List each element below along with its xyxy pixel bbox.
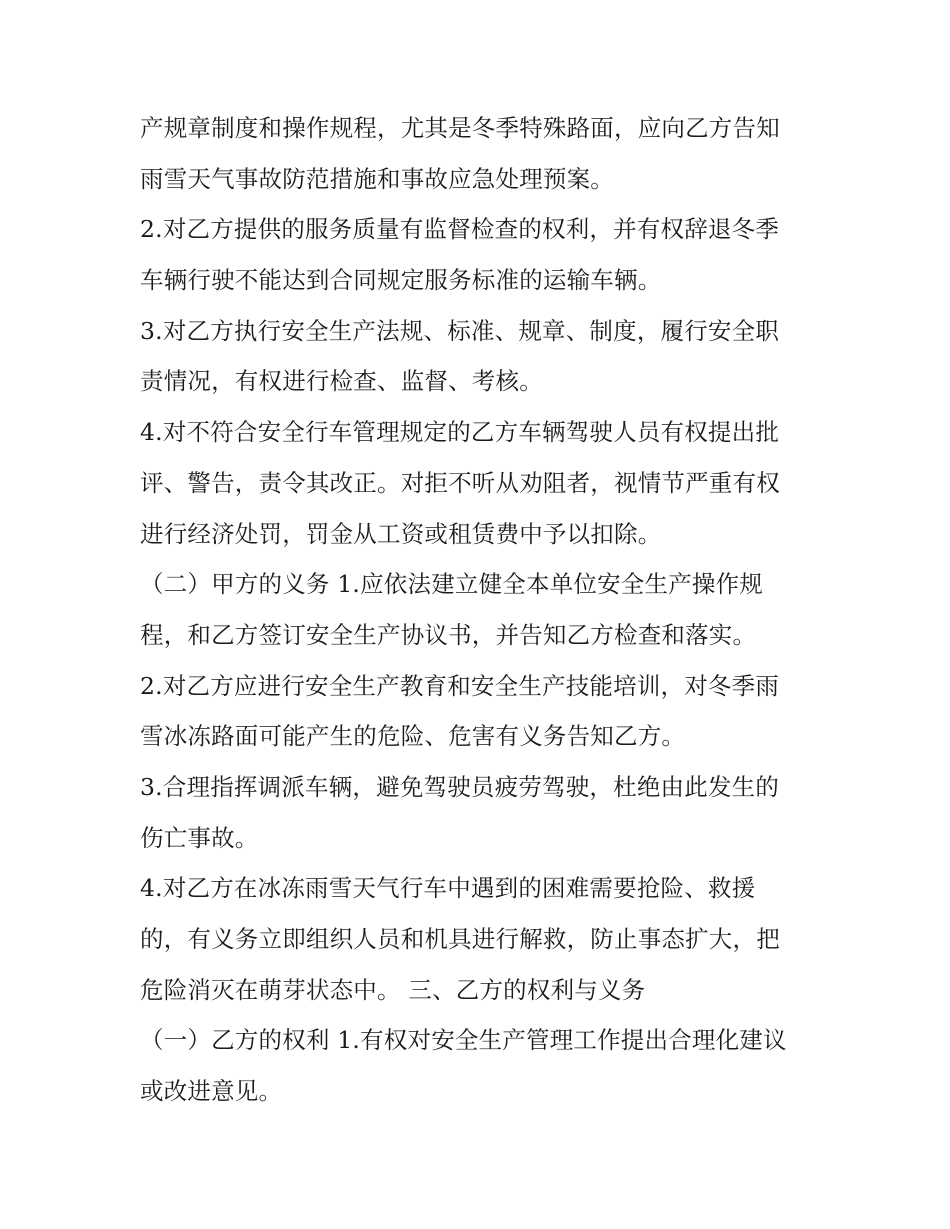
text-line: 车辆行驶不能达到合同规定服务标准的运输车辆。 — [140, 266, 662, 295]
text-line: 3.对乙方执行安全生产法规、标准、规章、制度，履行安全职 — [140, 316, 780, 345]
text-line: （一）乙方的权利 1.有权对安全生产管理工作提出合理化建议 — [140, 1026, 787, 1055]
text-line: 评、警告，责令其改正。对拒不听从劝阻者，视情节严重有权 — [140, 468, 780, 497]
text-line: 或改进意见。 — [140, 1077, 283, 1106]
text-line: 雨雪天气事故防范措施和事故应急处理预案。 — [140, 164, 614, 193]
text-line: 程，和乙方签订安全生产协议书，并告知乙方检查和落实。 — [140, 620, 757, 649]
text-line: 伤亡事故。 — [140, 823, 259, 852]
document-body — [140, 103, 830, 1117]
text-line: 进行经济处罚，罚金从工资或租赁费中予以扣除。 — [140, 519, 662, 548]
text-line: 4.对不符合安全行车管理规定的乙方车辆驾驶人员有权提出批 — [140, 418, 780, 447]
text-line: 产规章制度和操作规程，尤其是冬季特殊路面，应向乙方告知 — [140, 114, 780, 142]
text-line: 4.对乙方在冰冻雨雪天气行车中遇到的困难需要抢险、救援 — [140, 874, 756, 903]
text-line: 危险消灭在萌芽状态中。 三、乙方的权利与义务 — [140, 975, 646, 1004]
text-line: 责情况，有权进行检查、监督、考核。 — [140, 367, 543, 396]
text-line: 的，有义务立即组织人员和机具进行解救，防止事态扩大，把 — [140, 925, 780, 953]
text-line: （二）甲方的义务 1.应依法建立健全本单位安全生产操作规 — [140, 570, 763, 599]
text-line: 2.对乙方应进行安全生产教育和安全生产技能培训，对冬季雨 — [140, 671, 780, 700]
text-line: 2.对乙方提供的服务质量有监督检查的权利，并有权辞退冬季 — [140, 215, 780, 244]
text-line: 3.合理指挥调派车辆，避免驾驶员疲劳驾驶，杜绝由此发生的 — [140, 772, 780, 801]
text-line: 雪冰冻路面可能产生的危险、危害有义务告知乙方。 — [140, 722, 686, 751]
